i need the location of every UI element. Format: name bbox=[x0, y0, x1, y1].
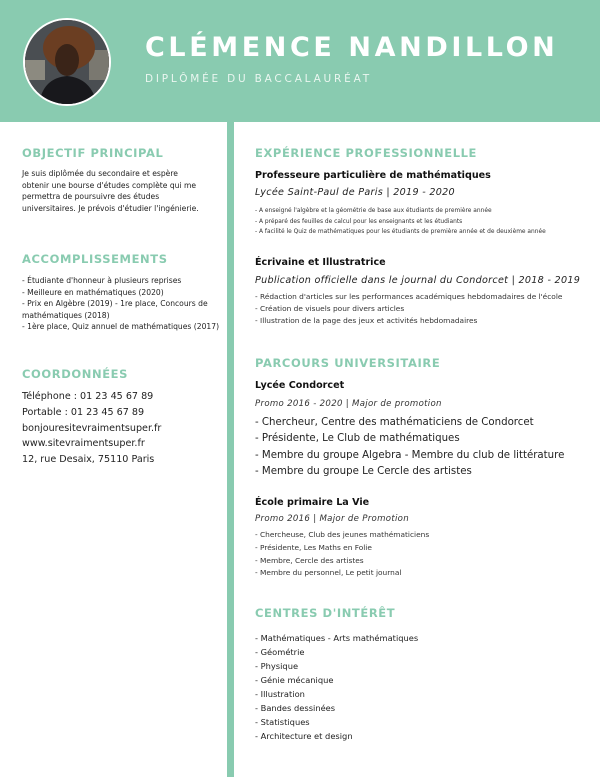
contact-email[interactable]: bonjouresitevraimentsuper.fr bbox=[22, 422, 162, 434]
header-banner bbox=[0, 0, 600, 122]
school-subtitle: Promo 2016 - 2020 | Major de promotion bbox=[255, 399, 442, 409]
contact-address: 12, rue Desaix, 75110 Paris bbox=[22, 454, 155, 466]
job-bullet: - Rédaction d'articles sur les performances académiques hebdomadaires de l'école bbox=[255, 292, 563, 301]
contact-list bbox=[22, 389, 227, 468]
candidate-name: CLÉMENCE NANDILLON bbox=[145, 32, 559, 63]
school-bullet: - Présidente, Les Maths en Folie bbox=[255, 542, 372, 552]
interest-item: - Mathématiques - Arts mathématiques bbox=[255, 633, 419, 643]
objective-line: permettra de poursuivre des études bbox=[22, 192, 160, 202]
job-subtitle: Publication officielle dans le journal du Condorcet | 2018 - 2019 bbox=[255, 275, 581, 286]
avatar bbox=[23, 18, 111, 106]
job-bullet: - Création de visuels pour divers articles bbox=[255, 304, 405, 313]
achievement-item: - Étudiante d'honneur à plusieurs reprises bbox=[22, 276, 182, 285]
achievement-item: - Meilleure en mathématiques (2020) bbox=[22, 287, 164, 297]
interest-item: - Génie mécanique bbox=[255, 675, 334, 685]
job-title: Écrivaine et Illustratrice bbox=[255, 257, 386, 268]
contact-mobile: Portable : 01 23 45 67 89 bbox=[22, 406, 145, 418]
job-bullet: - Illustration de la page des jeux et activités hebdomadaires bbox=[255, 316, 478, 325]
school-subtitle: Promo 2016 | Major de Promotion bbox=[255, 514, 409, 524]
school-bullet: - Chercheur, Centre des mathématiciens de Condorcet bbox=[255, 417, 534, 428]
column-divider bbox=[227, 122, 234, 777]
interest-item: - Architecture et design bbox=[255, 731, 353, 741]
contact-website[interactable]: www.sitevraimentsuper.fr bbox=[22, 438, 145, 450]
school-name: École primaire La Vie bbox=[255, 497, 370, 508]
job-subtitle: Lycée Saint-Paul de Paris | 2019 - 2020 bbox=[255, 187, 455, 198]
interest-item: - Illustration bbox=[255, 689, 305, 699]
job-bullet: - A préparé des feuilles de calcul pour les enseignants et les étudiants bbox=[255, 218, 463, 225]
contact-phone: Téléphone : 01 23 45 67 89 bbox=[22, 391, 154, 402]
job-title: Professeure particulière de mathématiques bbox=[255, 170, 491, 181]
interest-item: - Bandes dessinées bbox=[255, 703, 336, 713]
objective-line: obtenir une bourse d'études complète qui me bbox=[22, 180, 197, 190]
school-bullet: - Présidente, Le Club de mathématiques bbox=[255, 433, 460, 445]
interests-list bbox=[255, 631, 418, 743]
achievements-list bbox=[22, 275, 227, 333]
objective-line: universitaires. Je prévois d'étudier l'ingénierie. bbox=[22, 203, 199, 213]
achievement-item: mathématiques (2018) bbox=[22, 310, 110, 320]
achievements-title: ACCOMPLISSEMENTS bbox=[22, 252, 168, 266]
objective-text bbox=[22, 168, 222, 214]
school-bullet: - Membre, Cercle des artistes bbox=[255, 555, 364, 565]
contact-title: COORDONNÉES bbox=[22, 367, 129, 381]
school-bullets bbox=[255, 529, 429, 580]
objective-line: Je suis diplômée du secondaire et espère bbox=[22, 169, 178, 178]
school-bullets bbox=[255, 415, 564, 480]
job-bullet: - A facilité le Quiz de mathématiques pour les étudiants de première année et de deuxième année bbox=[255, 229, 546, 235]
interest-item: - Géométrie bbox=[255, 647, 305, 657]
school-bullet: - Membre du groupe Algebra - Membre du club de littérature bbox=[255, 449, 565, 461]
school-bullet: - Membre du groupe Le Cercle des artistes bbox=[255, 465, 472, 477]
job-bullet: - A enseigné l'algèbre et la géométrie de base aux étudiants de première année bbox=[255, 208, 492, 214]
experience-title: EXPÉRIENCE PROFESSIONNELLE bbox=[255, 146, 478, 160]
school-bullet: - Membre du personnel, Le petit journal bbox=[255, 568, 402, 578]
school-bullet: - Chercheuse, Club des jeunes mathématiciens bbox=[255, 530, 430, 539]
interest-item: - Statistiques bbox=[255, 717, 310, 727]
school-name: Lycée Condorcet bbox=[255, 380, 345, 391]
candidate-subtitle: DIPLÔMÉE DU BACCALAURÉAT bbox=[145, 73, 372, 85]
interests-title: CENTRES D'INTÉRÊT bbox=[255, 606, 396, 620]
achievement-item: - 1ère place, Quiz annuel de mathématiques (2017) bbox=[22, 322, 220, 332]
avatar-portrait-icon bbox=[25, 20, 109, 104]
achievement-item: - Prix en Algèbre (2019) - 1re place, Concours de bbox=[22, 299, 208, 309]
education-title: PARCOURS UNIVERSITAIRE bbox=[255, 356, 441, 370]
job-bullets bbox=[255, 291, 562, 327]
objective-title: OBJECTIF PRINCIPAL bbox=[22, 146, 164, 160]
interest-item: - Physique bbox=[255, 661, 299, 671]
job-bullets bbox=[255, 206, 546, 238]
